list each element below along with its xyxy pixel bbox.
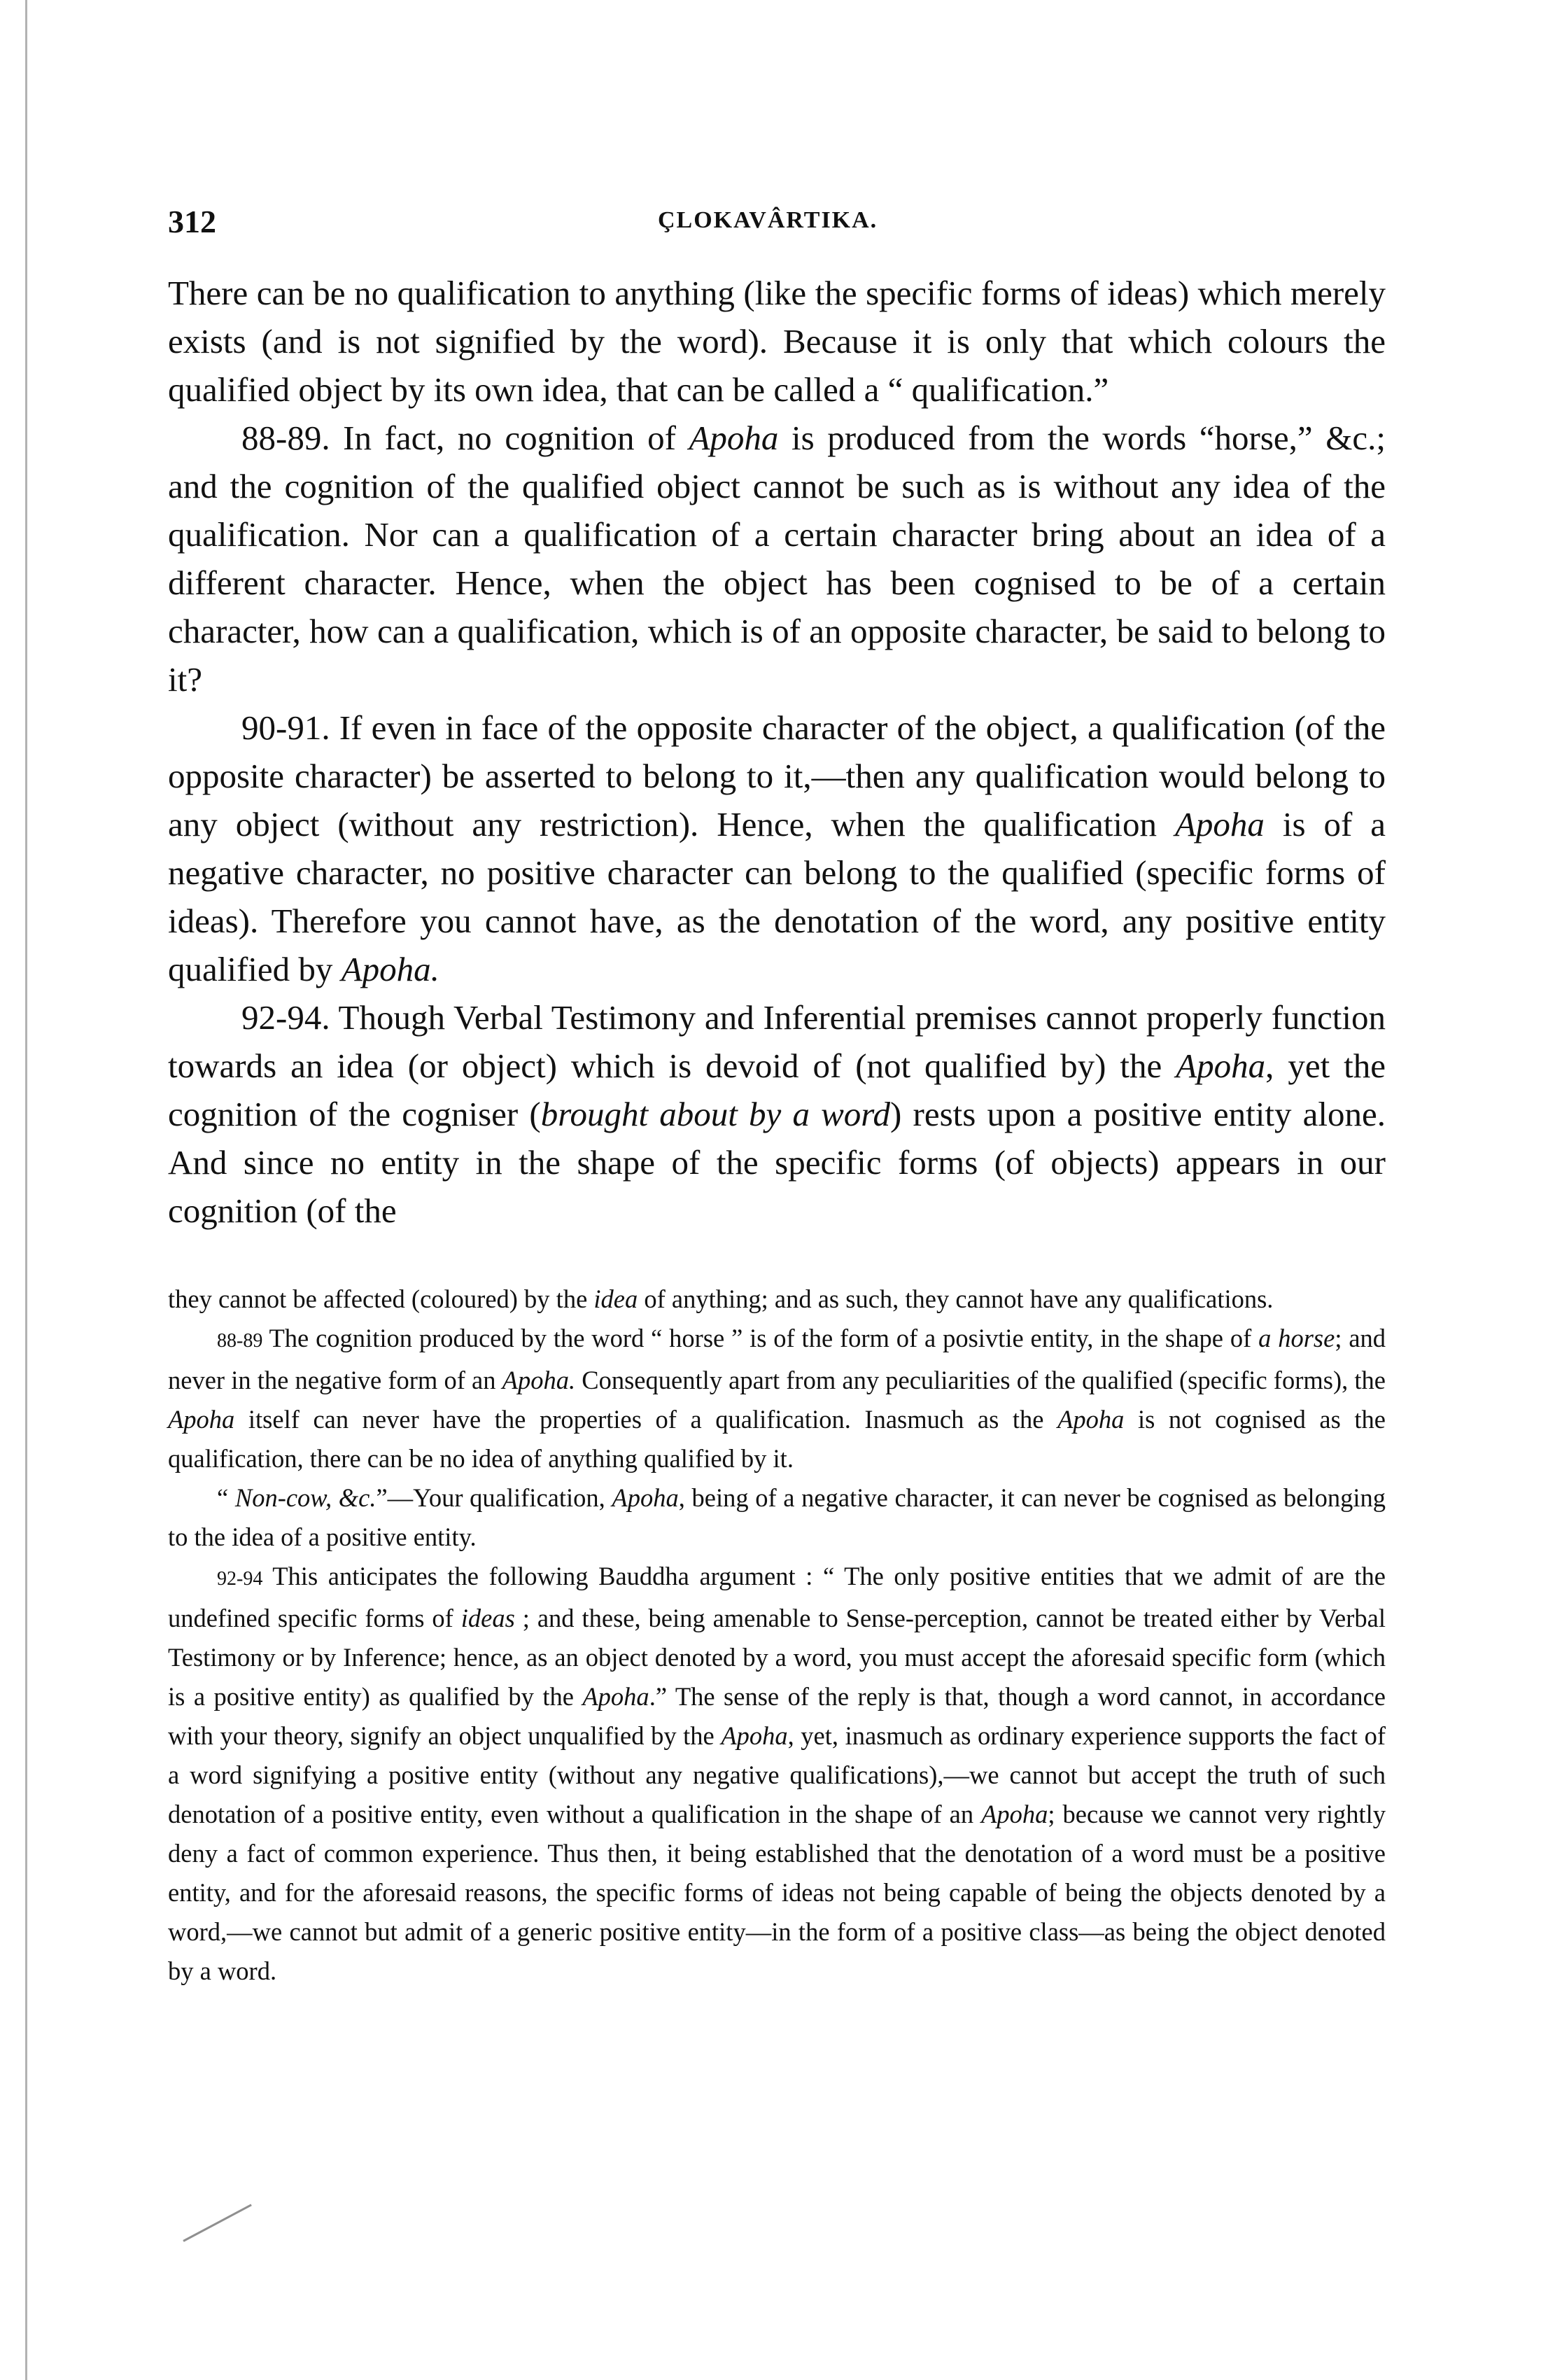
footnotes xyxy=(168,1280,1386,1991)
footnote-number: 88-89 xyxy=(217,1330,263,1352)
running-title: ÇLOKAVÂRTIKA. xyxy=(658,207,878,233)
main-paragraph: 92-94. Though Verbal Testimony and Inferential premises cannot properly function towards an idea (or object) which is devoid of (not qualified by) the Apoha, yet the cognition of the cogniser (brought about by a word) rests upon a positive entity alone. And since no entity in the shape of the specific forms (of objects) appears in our cognition (of the xyxy=(168,998,1386,1230)
main-text xyxy=(168,269,1386,1235)
main-paragraph: There can be no qualification to anything (like the specific forms of ideas) which merely exists (and is not signified by the word). Because it is only that which colours the qualified object by its own idea, that can be called a “ qualification.” xyxy=(168,274,1386,409)
footnote: “ Non-cow, &c.”—Your qualification, Apoha, being of a negative character, it can never be cognised as belonging to the idea of a positive entity. xyxy=(168,1483,1386,1551)
page-header xyxy=(168,203,1386,252)
page-number: 312 xyxy=(168,204,216,239)
footnote-continuation: they cannot be affected (coloured) by the idea of anything; and as such, they cannot have any qualifications. xyxy=(168,1284,1274,1313)
main-paragraph: 88-89. In fact, no cognition of Apoha is produced from the words “horse,” &c.; and the cognition of the qualified object cannot be such as is without any idea of the qualification. Nor can a qualification of a certain character bring about an idea of a different character. Hence, when the object has been cognised to be of a certain character, how can a qualification, which is of an opposite character, be said to belong to it? xyxy=(168,419,1386,699)
footnote: 88-89 The cognition produced by the word “ horse ” is of the form of a posivtie entity, in the shape of a horse; and never in the negative form of an Apoha. Consequently apart from any peculiarities of the qualified (specific forms), the Apoha itself can never have the properties of a qualification. Inasmuch as the Apoha is not cognised as the qualification, there can be no idea of anything qualified by it. xyxy=(168,1324,1386,1473)
footnote: 92-94 This anticipates the following Bauddha argument : “ The only positive entities that we admit of are the undefined specific forms of ideas ; and these, being amenable to Sense-perception, cannot be treated either by Verbal Testimony or by Inference; hence, as an object denoted by a word, you must accept the aforesaid specific form (which is a positive entity) as qualified by the Apoha.” The sense of the reply is that, though a word cannot, in accordance with your theory, signify an object unqualified by the Apoha, yet, inasmuch as ordinary experience supports the fact of a word signifying a positive entity (without any negative qualifications),—we cannot but accept the truth of such denotation of a positive entity, even without a qualification in the shape of an Apoha; because we cannot very rightly deny a fact of common experience. Thus then, it being established that the denotation of a word must be a positive entity, and for the aforesaid reasons, the specific forms of ideas not being capable of being the objects denoted by a word,—we cannot but admit of a generic positive entity—in the form of a positive class—as being the object denoted by a word. xyxy=(168,1562,1386,1985)
scan-binding-edge xyxy=(25,0,27,2380)
footnote-number: 92-94 xyxy=(217,1568,263,1590)
ink-mark xyxy=(183,2204,252,2242)
main-paragraph: 90-91. If even in face of the opposite character of the object, a qualification (of the opposite character) be asserted to belong to it,—then any qualification would belong to any object (without any restriction). Hence, when the qualification Apoha is of a negative character, no positive character can belong to the qualified (specific forms of ideas). Therefore you cannot have, as the denotation of the word, any positive entity qualified by Apoha. xyxy=(168,708,1386,988)
